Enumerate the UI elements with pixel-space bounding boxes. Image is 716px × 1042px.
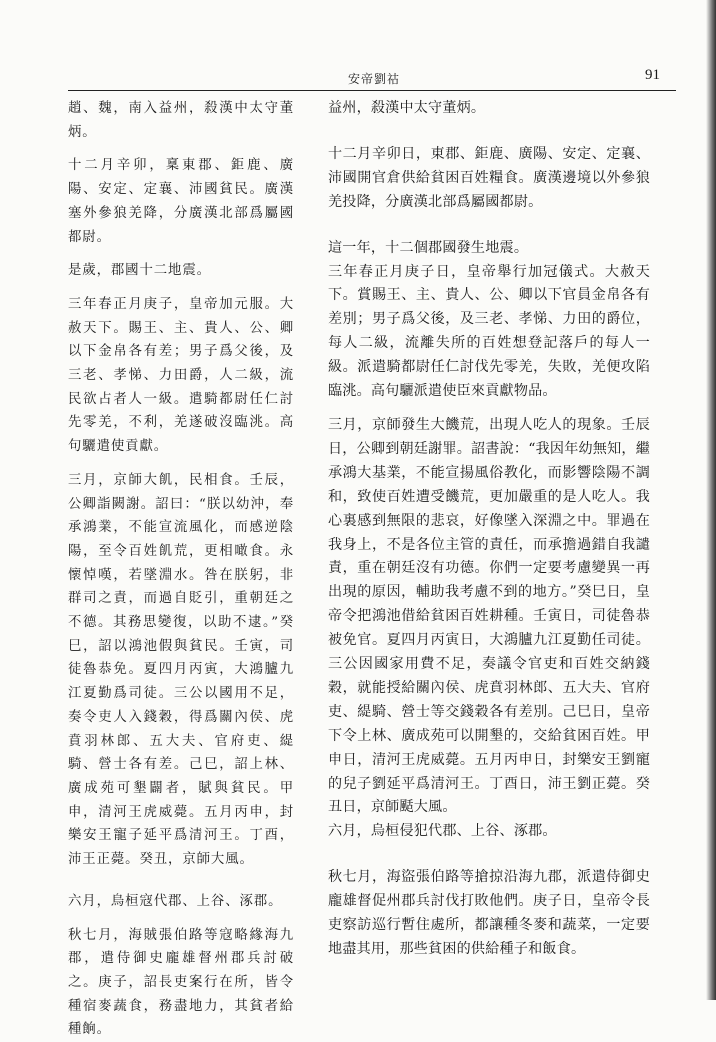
paragraph: 十二月辛卯，稟東郡、鉅鹿、廣陽、安定、定襄、沛國貧民。廣漢塞外參狼羌降，分廣漢北部爲屬國都尉。 bbox=[68, 154, 294, 249]
paragraph: 六月，烏桓侵犯代郡、上谷、涿郡。 bbox=[328, 820, 650, 844]
paragraph: 秋七月，海賊張伯路等寇略緣海九郡，遣侍御史龐雄督州郡兵討破之。庚子，詔長吏案行在所，皆令種宿麥蔬食，務盡地力，其貧者給種餉。 bbox=[68, 924, 294, 1042]
running-header bbox=[68, 66, 680, 88]
chapter-title: 安帝劉祜 bbox=[68, 70, 680, 87]
paragraph: 趙、魏，南入益州，殺漢中太守董炳。 bbox=[68, 97, 294, 144]
paragraph: 秋七月，海盜張伯路等搶掠沿海九郡，派遣侍御史龐雄督促州郡兵討伐打敗他們。庚子日，皇帝令長吏察訪巡行暫住處所，都讓種冬麥和蔬菜，一定要地盡其用，那些貧困的供給種子和飯食。 bbox=[328, 866, 650, 962]
header-rule bbox=[68, 90, 676, 91]
paragraph: 三月，京師發生大饑荒，出現人吃人的現象。壬辰日，公卿到朝廷謝罪。詔書說：“我因年幼無知，繼承鴻大基業，不能宣揚風俗教化，而影響陰陽不調和，致使百姓遭受饑荒，更加嚴重的是人吃人。我心裏感到無限的悲哀，好像墜入深淵之中。罪過在我身上，不是各位主管的責任，而承擔過錯自我譴責，重在朝廷沒有功德。你們一定要考慮變異一再出現的原因，輔助我考慮不到的地方。”癸巳日，皇帝令把鴻池借給貧困百姓耕種。壬寅日，司徒魯恭被免官。夏四月丙寅日，大鴻臚九江夏勤任司徒。三公因國家用費不足，奏議令官吏和百姓交納錢穀，就能授給關內侯、虎賁羽林郎、五大夫、官府吏、緹騎、營士等交錢穀各有差別。己巳日，皇帝下令上林、廣成苑可以開墾的，交給貧困百姓。甲申日，清河王虎威薨。五月丙申日，封樂安王劉寵的兒子劉延平爲清河王。丁酉日，沛王劉正薨。癸丑日，京師颳大風。 bbox=[328, 414, 650, 820]
paragraph: 十二月辛卯日，東郡、鉅鹿、廣陽、安定、定襄、沛國開官倉供給貧困百姓糧食。廣漢邊境以外參狼羌投降，分廣漢北部爲屬國都尉。 bbox=[328, 143, 650, 215]
paragraph: 六月，烏桓寇代郡、上谷、涿郡。 bbox=[68, 890, 294, 914]
paragraph: 三年春正月庚子，皇帝加元服。大赦天下。賜王、主、貴人、公、卿以下金帛各有差；男子爲父後，及三老、孝悌、力田爵，人二級，流民欲占者人一級。遣騎都尉任仁討先零羌，不利，羌遂破沒臨洮。高句驪遣使貢獻。 bbox=[68, 293, 294, 459]
paragraph: 三月，京師大飢，民相食。壬辰，公卿詣闕謝。詔曰：“朕以幼沖，奉承鴻業，不能宣流風化，而感逆陰陽，至令百姓飢荒，更相噉食。永懷悼嘆，若墜淵水。咎在朕躬，非群司之責，而過自貶引，重朝廷之不德。其務思變復，以助不逮。”癸巳，詔以鴻池假與貧民。壬寅，司徒魯恭免。夏四月丙寅，大鴻臚九江夏勤爲司徒。三公以國用不足，奏令吏人入錢穀，得爲關內侯、虎賁羽林郎、五大夫、官府吏、緹騎、營士各有差。己巳，詔上林、廣成苑可墾闢者，賦與貧民。甲申，清河王虎威薨。五月丙申，封樂安王寵子延平爲清河王。丁酉，沛王正薨。癸丑，京師大風。 bbox=[68, 469, 294, 872]
classical-text-column bbox=[68, 97, 294, 1042]
page-gutter-shadow bbox=[706, 0, 716, 1000]
paragraph: 是歲，郡國十二地震。 bbox=[68, 259, 294, 283]
page-number: 91 bbox=[645, 67, 660, 84]
paragraph: 這一年，十二個郡國發生地震。 bbox=[328, 237, 650, 261]
translation-column bbox=[328, 97, 650, 962]
paragraph: 益州，殺漢中太守董炳。 bbox=[328, 97, 650, 121]
paragraph: 三年春正月庚子日，皇帝舉行加冠儀式。大赦天下。賞賜王、主、貴人、公、卿以下官員金帛各有差別；男子爲父後，及三老、孝悌、力田的爵位，每人二級，流離失所的百姓想登記落戶的每人一級。派遣騎都尉任仁討伐先零羌，失敗，羌便攻陷臨洮。高句驪派遣使臣來貢獻物品。 bbox=[328, 261, 650, 404]
